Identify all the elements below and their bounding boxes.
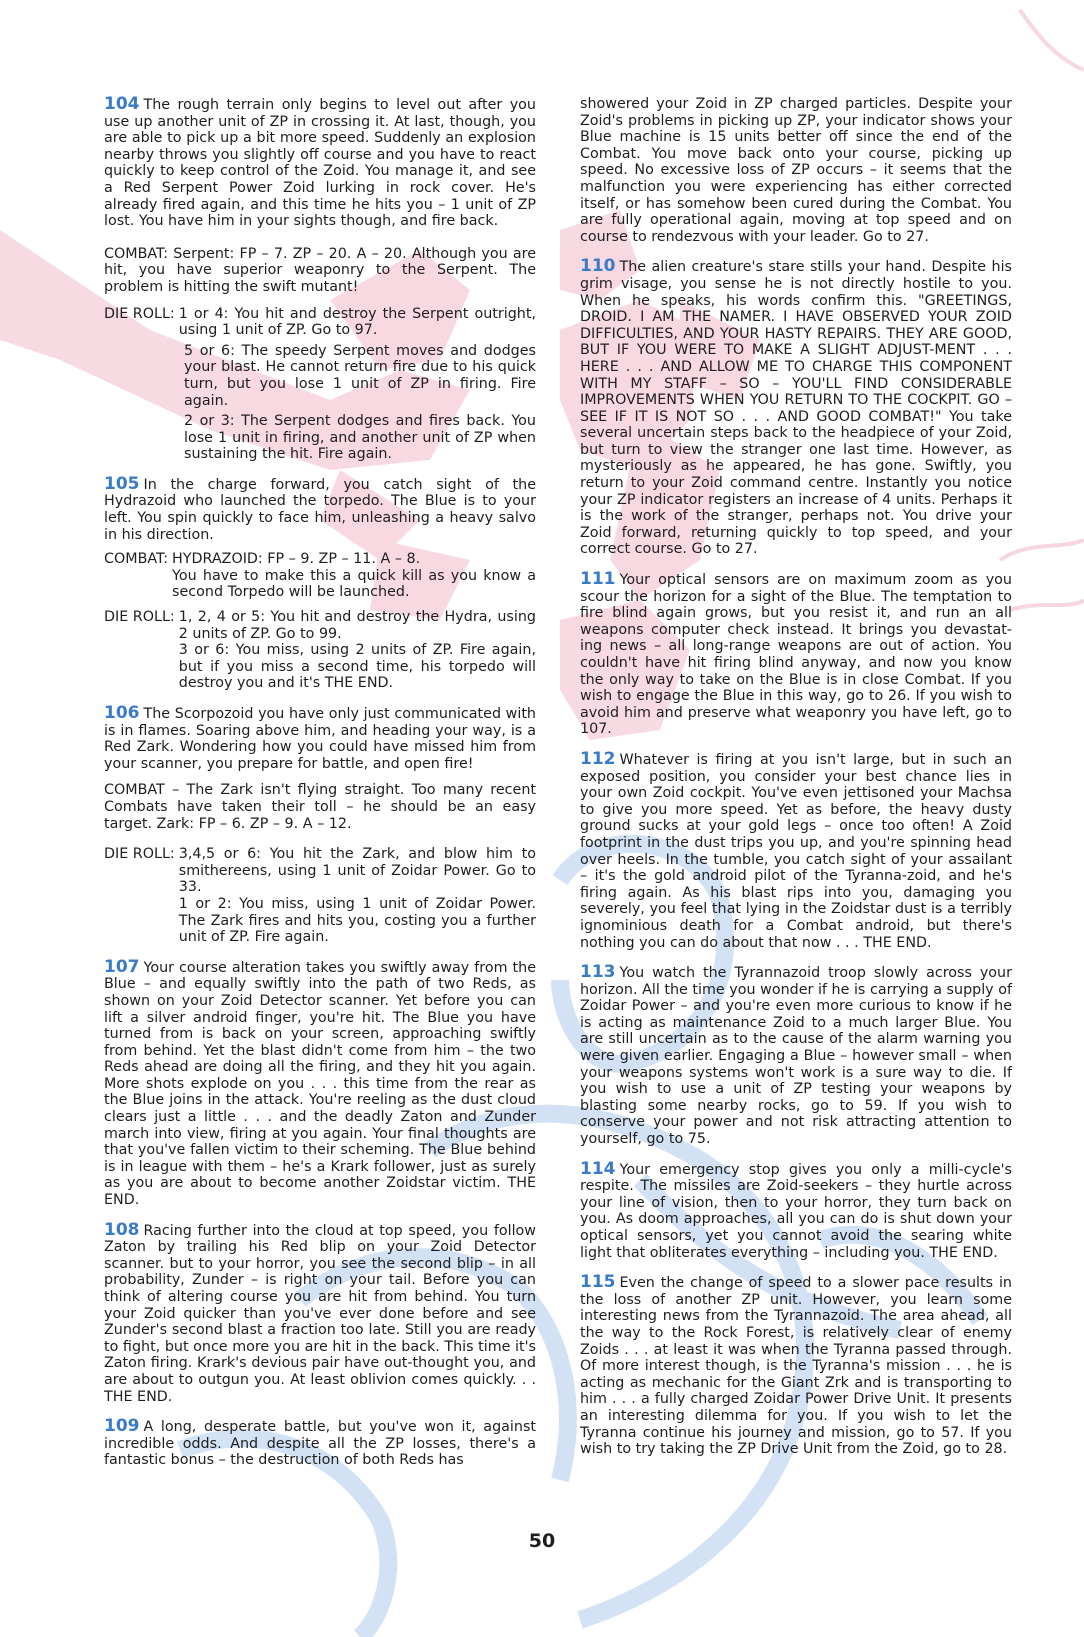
left-column [104,96,536,1482]
section-number: 105 [104,473,140,494]
die-roll-option: 1 or 4: You hit and destroy the Serpent outright, using 1 unit of ZP. Go to 97. [178,305,536,339]
section-106 [104,705,536,946]
combat-text: COMBAT: Serpent: FP – 7. ZP – 20. A – 20. Although you are hit, you have superior weaponry to the Serpent. The problem is hitting the swift mutant! [104,245,536,295]
section-body: You watch the Tyrannazoid troop slowly across your horizon. All the time you wonder if he is carrying a supply of Zoidar Power – and you're even more curious to know if he is acting as maintenance Zoid to a much larger Blue. You are still uncertain as to the cause of the alarm warning you were given earlier. Engaging a Blue – however small – when your weapons systems won't work is a sure way to die. If you wish to use a unit of ZP testing your weapons by blasting some nearby rocks, go to 59. If you wish to conserve your power and not risk attracting attention to yourself, go to 75. [580,965,1012,1148]
section-body: The rough terrain only begins to level out after you use up another unit of ZP in crossing it. At last, though, you are able to pick up a bit more speed. Suddenly an explosion nearby throws you slightly off course and you have to react quickly to keep control of the Zoid. You manage it, and see a Red Serpent Power Zoid lurking in rock cover. He's already fired again, and this time he hits you – 1 unit of ZP lost. You have him in your sights though, and fire back. [104,97,536,230]
die-roll-block [104,306,536,339]
section-105-text [104,473,536,543]
section-111-text [580,571,1012,738]
die-roll-label: DIE ROLL: [104,846,175,863]
combat-block [104,551,536,601]
pink-corner-flourish [1000,10,1084,610]
section-104-text [104,96,536,230]
section-number: 110 [580,256,616,277]
die-roll-option: 1, 2, 4 or 5: You hit and destroy the Hydra, using 2 units of ZP. Go to 99. [178,609,536,642]
section-number: 112 [580,748,616,769]
section-number: 114 [580,1158,616,1179]
section-number: 106 [104,703,140,723]
section-112 [580,748,1012,951]
section-113-text [580,964,1012,1148]
combat-stats: HYDRAZOID: FP – 9. ZP – 11. A – 8. [172,551,421,568]
section-body: In the charge forward, you catch sight of the Hydrazoid who launched the torpedo. The Blue is to your left. You spin quickly to face him, unleashing a heavy salvo in his direction. [104,476,536,543]
die-roll-option: 3,4,5 or 6: You hit the Zark, and blow him to smithereens, using 1 unit of Zoidar Power. Go to 33. [178,846,536,896]
section-body: Whatever is firing at you isn't large, but in such an exposed position, you consider your best chance lies in your own Zoid cockpit. You've even jettisoned your Machsa to give you more speed. Yet as before, the heavy dusty ground sucks at your gold legs – once too often! A Zoid footprint in the dust trips you up, and you're spinning head over heels. In the tumble, you catch sight of your assailant – it's the gold android pilot of the Tyranna-zoid, and he's firing again. As his blast rips into you, damaging you severely, you feel that lying in the Zoidstar dust is a terribly ignominious death for a Combat android, but there's nothing you can do about that now . . . THE END. [580,751,1012,951]
section-number: 113 [580,962,616,983]
section-body: Racing further into the cloud at top speed, you follow Zaton by trailing his Red blip on your Zoid Detector scanner. but to your horror, you see the second blip – in all probability, Zunder – is right on your tail. Before you can think of altering course you are hit from behind. You turn your Zoid quicker than you've ever done before and see Zunder's second blast a fraction too late. Still you are ready to fight, but once more you are hit in the back. This time it's Zaton firing. Krark's devious pair have out-thought you, and are about to outgun you. At least oblivion comes quickly. . . THE END. [104,1222,536,1405]
section-body: Your optical sensors are on maximum zoom as you scour the horizon for a sight of the Blue. The temptation to fire blind again grows, but you resist it, and run an all weapons computer check instead. It brings you devastat-ing news – all long-range weapons are out of action. You couldn't have hit firing blind anyway, and now you know the only way to take on the Blue is in close Combat. If you wish to engage the Blue in this way, go to 26. If you wish to avoid him and preserve what weaponry you have left, go to 107. [580,572,1012,738]
section-109-continued [580,96,1012,245]
die-roll-label: DIE ROLL: [104,305,175,322]
section-105 [104,473,536,692]
die-roll-block [104,609,536,692]
section-109-continued-text: showered your Zoid in ZP charged particles. Despite your Zoid's problems in picking up ZP, your indicator shows your Blue machine is 15 units better off since the end of the Combat. You move back onto your course, picking up speed. No excessive loss of ZP occurs – it seems that the malfunction you were experiencing has either corrected itself, or has somehow been cured during the Combat. You are fully operational again, moving at top speed and on course to rendezvous with your leader. Go to 27. [580,96,1012,245]
section-body: Your course alteration takes you swiftly away from the Blue – and equally swiftly into the path of two Reds, as shown on your Zoid Detector scanner. Yet before you can lift a silver android finger, you're hit. The Blue you have turned from is back on your screen, approaching swiftly from behind. Yet the blast didn't come from him – the two Reds ahead are doing all the firing, and they hit you again. More shots explode on you . . . this time from the rear as the Blue joins in the attack. You're reeling as the dust cloud clears just a little . . . and the deadly Zaton and Zunder march into view, firing at you again. Your final thoughts are that you've fallen victim to their scheming. The Blue behind is in league with them – he's a Krark follower, just as surely as you are about to become another Zoidstar victim. THE END. [104,959,536,1209]
section-number: 108 [104,1219,140,1240]
section-106-text [104,705,536,772]
section-110 [580,258,1012,558]
section-body: Your emergency stop gives you only a milli-cycle's respite. The missiles are Zoid-seekers – they hurtle across your line of vision, then to your horror, they turn back on you. As doom approaches, all you can do is shut down your optical sensors, yet you cannot avoid the searing white light that obliterates everything – including you. THE END. [580,1161,1012,1261]
section-109-text [104,1418,536,1469]
die-roll-label: DIE ROLL: [104,609,175,626]
section-114-text [580,1158,1012,1262]
die-roll-option: 5 or 6: The speedy Serpent moves and dodges your blast. He cannot return fire due to his quick turn, but you lose 1 unit of ZP in firing. Fire again. [184,342,536,409]
section-108 [104,1219,536,1406]
section-number: 109 [104,1416,140,1437]
section-body: The alien creature's stare stills your hand. Despite his grim visage, you sense he is not directly hostile to you. When he speaks, his words confirm this. "GREETINGS, DROID. I AM THE NAMER. I HAVE OBSERVED YOUR ZOID DIFFICULTIES, AND YOUR HASTY REPAIRS. THEY ARE GOOD, BUT IF YOU WERE TO MAKE A SLIGHT ADJUST-MENT . . . HERE . . . AND ALLOW ME TO CHARGE THIS COMPONENT WITH MY STAFF – SO – YOU'LL FIND CONSIDERABLE IMPROVEMENTS WHEN YOU RETURN TO THE COCKPIT. GO – SEE IF IT IS NOT SO . . . AND GOOD COMBAT!" You take several uncertain steps back to the headpiece of your Zoid, but turn to view the stranger one last time. However, as mysteriously as he appeared, he has gone. Swiftly, you return to your Zoid command centre. Instantly you notice your ZP indicator registers an increase of 4 units. Perhaps it is the work of the stranger, perhaps not. You drive your Zoid forward, returning quickly to top speed, and your correct course. Go to 27. [580,259,1012,558]
section-body: A long, desperate battle, but you've won it, against incredible odds. And despite all the ZP losses, there's a fantastic bonus – the destruction of both Reds has [104,1419,536,1469]
section-104 [104,96,536,463]
section-number: 111 [580,569,616,590]
page-number: 50 [528,1530,556,1552]
section-number: 115 [580,1272,616,1293]
section-109 [104,1418,536,1469]
section-body: The Scorpozoid you have only just communicated with is in flames. Soaring above him, and heading your way, is a Red Zark. Wondering how you could have missed him from your scanner, you prepare for battle, and open fire! [104,706,536,772]
section-113 [580,964,1012,1148]
section-115 [580,1274,1012,1458]
section-112-text [580,748,1012,951]
section-body: Even the change of speed to a slower pace results in the loss of another ZP unit. However, you learn some interesting news from the Tyrannazoid. The area ahead, all the way to the Rock Forest, is relatively clear of enemy Zoids . . . at least it was when the Tyranna passed through. Of more interest though, is the Tyranna's mission . . . he is acting as mechanic for the Giant Zrk and is transporting to him . . . a fully charged Zoidar Power Drive Unit. It presents an interesting dilemma for you. If you wish to let the Tyranna continue his journey and mission, go to 57. If you wish to try taking the ZP Drive Unit from the Zoid, go to 28. [580,1275,1012,1458]
section-111 [580,571,1012,738]
die-roll-option: 3 or 6: You miss, using 2 units of ZP. Fire again, but if you miss a second time, his torpedo will destroy you and it's THE END. [178,642,536,692]
section-number: 107 [104,956,140,977]
section-number: 104 [104,94,140,114]
die-roll-option: 2 or 3: The Serpent dodges and fires back. You lose 1 unit in firing, and another unit of ZP when sustaining the hit. Fire again. [184,413,536,463]
section-114 [580,1158,1012,1262]
combat-note: You have to make this a quick kill as you know a second Torpedo will be launched. [172,567,536,601]
section-107 [104,956,536,1209]
combat-text: COMBAT – The Zark isn't flying straight. Too many recent Combats have taken their toll – he should be an easy target. Zark: FP – 6. ZP – 9. A – 12. [104,782,536,832]
section-108-text [104,1219,536,1406]
section-115-text [580,1274,1012,1458]
die-roll-option: 1 or 2: You miss, using 1 unit of Zoidar Power. The Zark fires and hits you, costing you a further unit of ZP. Fire again. [178,895,536,946]
right-column [580,96,1012,1471]
section-110-text [580,258,1012,558]
section-107-text [104,956,536,1209]
die-roll-block [104,846,536,946]
combat-label: COMBAT: [104,551,169,568]
